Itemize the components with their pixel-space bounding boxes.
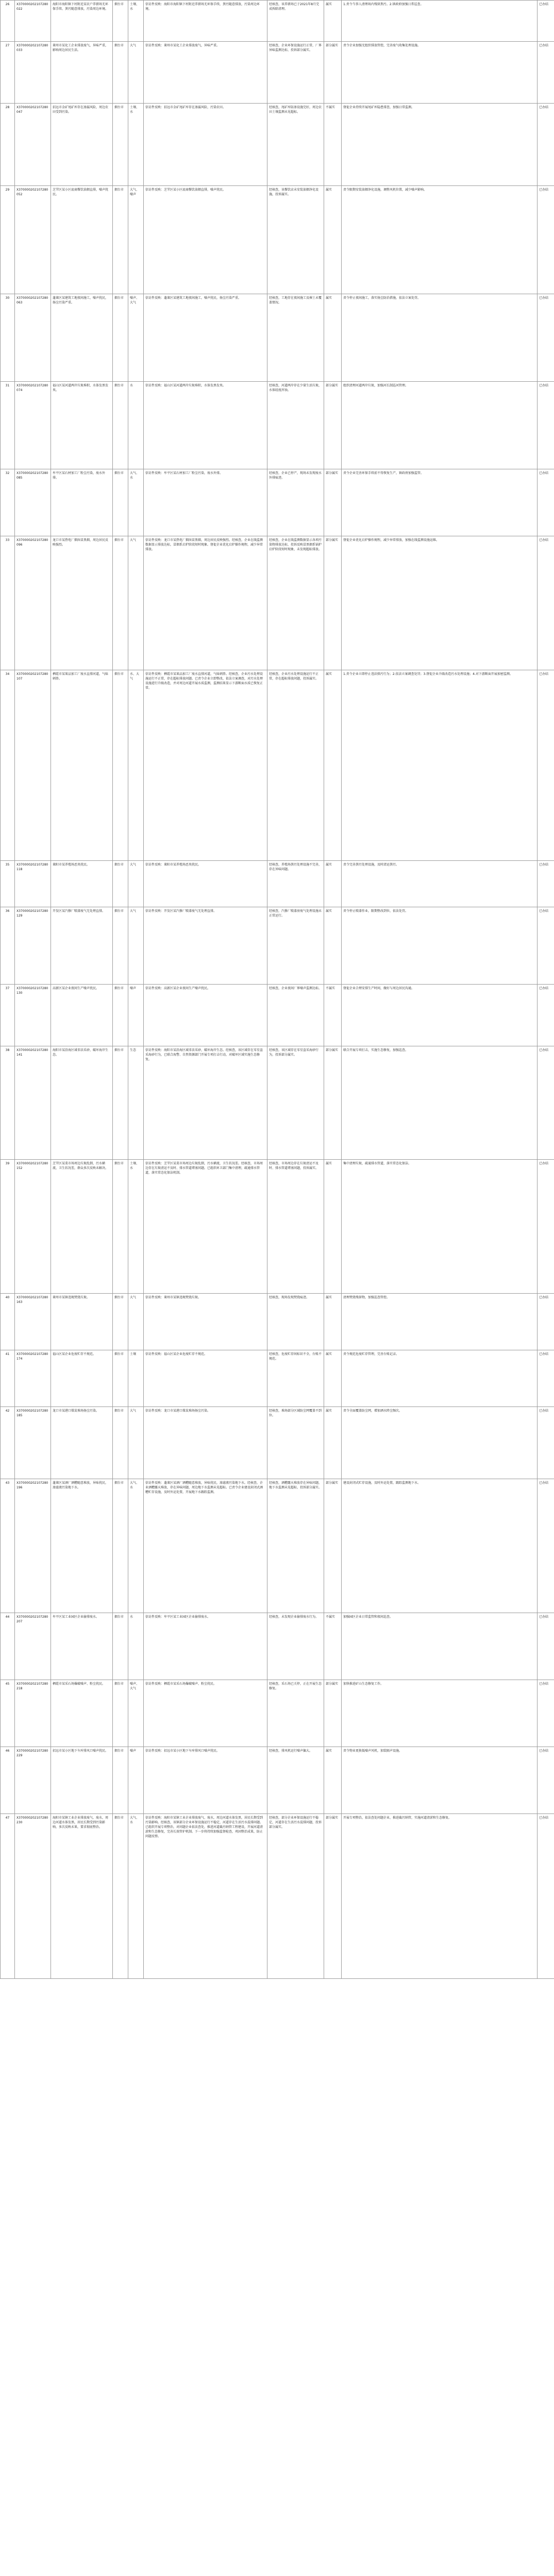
table-row [1, 1294, 554, 1350]
cell-no: 35 [1, 861, 15, 907]
cell-result: 部分属实 [324, 1046, 342, 1160]
cell-matter: 龙口市某港口煤炭堆场扬尘污染。 [51, 1407, 113, 1479]
cell-type: 土壤、水 [128, 104, 144, 186]
cell-type: 大气、水 [128, 469, 144, 536]
cell-status: 已办结 [538, 469, 554, 536]
cell-handling: 组织清理河道两岸垃圾，加强河长制巡河管理。 [342, 382, 538, 469]
cell-region: 烟台市 [113, 186, 128, 294]
cell-finding: 经核查，该区域存在零星盗采海砂行为，投诉部分属实。 [267, 1046, 324, 1160]
cell-finding: 经核查，采石场已关停，正在开展生态修复。 [267, 1680, 324, 1747]
cell-code: X370000202107280141 [15, 1046, 51, 1160]
cell-result: 部分属实 [324, 469, 342, 536]
cell-handling: 责令全面覆盖防尘网，增加洒水降尘频次。 [342, 1407, 538, 1479]
cell-matter: 蓬莱区某建筑工地夜间施工，噪声扰民，扬尘污染严重。 [51, 294, 113, 382]
cell-handling: 责令限期安装油烟净化设施，调整风机位置，减少噪声影响。 [342, 186, 538, 294]
cell-handling: 督促企业合理安排生产时间，做好与周边居民沟通。 [342, 985, 538, 1046]
cell-status: 已办结 [538, 907, 554, 985]
cell-matter: 高新区某企业夜间生产噪声扰民。 [51, 985, 113, 1046]
cell-matter: 海阳市海阳镇下村附近某农户养猪场无环保手续、粪污随意排放，污染周边环境。 [51, 1, 113, 42]
cell-handling: 建设封闭式贮存设施，及时外运处置，跟踪监测地下水。 [342, 1479, 538, 1613]
cell-no: 36 [1, 907, 15, 985]
cell-result: 属实 [324, 294, 342, 382]
table-row [1, 985, 554, 1046]
cell-status: 已办结 [538, 1747, 554, 1814]
cell-matter: 招远市某小区地下车库排风口噪声扰民。 [51, 1747, 113, 1814]
cell-summary: 信访件反映：招远市某小区地下车库排风口噪声扰民。 [144, 1747, 267, 1814]
cell-handling: 清理焚烧残留物，加强巡查管控。 [342, 1294, 538, 1350]
cell-handling: 加快推进矿山生态修复工作。 [342, 1680, 538, 1747]
cell-finding: 经核查，危废贮存间标识不全，台账不规范。 [267, 1350, 324, 1407]
cell-code: X370000202107280063 [15, 294, 51, 382]
cell-no: 41 [1, 1350, 15, 1407]
cell-matter: 开发区某汽修厂喷漆废气无处理直排。 [51, 907, 113, 985]
cell-no: 33 [1, 536, 15, 670]
cell-region: 烟台市 [113, 104, 128, 186]
cell-no: 27 [1, 42, 15, 104]
cell-matter: 栖霞市某采石场爆破噪声、粉尘扰民。 [51, 1680, 113, 1747]
cell-code: X370000202107280047 [15, 104, 51, 186]
cell-matter: 莱州市某镇违规焚烧垃圾。 [51, 1294, 113, 1350]
cell-code: X370000202107280033 [15, 42, 51, 104]
table-row [1, 1160, 554, 1294]
cell-matter: 福山区某河道两岸垃圾堆积，水体发黑发臭。 [51, 382, 113, 469]
cell-handling: 责令停止夜间施工，落实扬尘防治措施，依法立案处罚。 [342, 294, 538, 382]
cell-matter: 海阳市某沿海区域非法采砂，破坏海岸生态。 [51, 1046, 113, 1160]
cell-no: 31 [1, 382, 15, 469]
cell-type: 噪声、大气 [128, 1680, 144, 1747]
cell-matter: 牟平区某石材加工厂粉尘污染，废水外排。 [51, 469, 113, 536]
cell-finding: 经核查，现场发现焚烧痕迹。 [267, 1294, 324, 1350]
cell-handling: 责令规范危废贮存管理，完善台账记录。 [342, 1350, 538, 1407]
table-body [1, 1, 554, 1979]
table-row [1, 469, 554, 536]
cell-region: 烟台市 [113, 1350, 128, 1407]
cell-summary: 信访件反映：龙口市某热电厂烟囱冒黑烟，周边居民反映强烈。经核查，企业在线监测数据显示排放达标，冒烟系启炉阶段短时现象。督促企业优化启炉操作规程，减少异常排放。 [144, 536, 267, 670]
cell-type: 大气 [128, 907, 144, 985]
cell-matter: 海阳市某镇工业企业排放废气、废水，周边河道水体发黑，居民长期受到污染影响，多次反映未果，要求彻底整治。 [51, 1814, 113, 1979]
cell-result: 属实 [324, 1294, 342, 1350]
cell-region: 烟台市 [113, 1747, 128, 1814]
cell-finding: 经核查，尾矿库防渗设施完好，周边农田土壤监测未见超标。 [267, 104, 324, 186]
cell-handling: 开展专项整治，依法查处问题企业，推进截污纳管，实施河道清淤和生态修复。 [342, 1814, 538, 1979]
cell-status: 已办结 [538, 1046, 554, 1160]
cell-result: 属实 [324, 1747, 342, 1814]
cell-result: 属实 [324, 907, 342, 985]
cell-status: 已办结 [538, 985, 554, 1046]
cell-code: X370000202107280174 [15, 1350, 51, 1407]
cell-code: X370000202107280185 [15, 1407, 51, 1479]
cell-type: 大气、噪声 [128, 186, 144, 294]
cell-region: 烟台市 [113, 1294, 128, 1350]
cell-code: X370000202107280130 [15, 985, 51, 1046]
cell-finding: 经核查，企业环保设施运行正常，厂界异味监测达标，投诉部分属实。 [267, 42, 324, 104]
cell-handling: 责令完善粪污处理设施，及时清运粪污。 [342, 861, 538, 907]
table-row [1, 536, 554, 670]
cell-code: X370000202107280129 [15, 907, 51, 985]
cell-region: 烟台市 [113, 670, 128, 861]
cell-code: X370000202107280096 [15, 536, 51, 670]
cell-region: 烟台市 [113, 536, 128, 670]
cell-type: 噪声、大气 [128, 294, 144, 382]
cell-status: 已办结 [538, 1613, 554, 1680]
cell-matter: 福山区某企业危废贮存不规范。 [51, 1350, 113, 1407]
cell-code: X370000202107280230 [15, 1814, 51, 1979]
cell-summary: 信访件反映：海阳市某镇工业企业排放废气、废水，周边河道水体发黑，居民长期受到污染影响。经核查，该镇部分企业环保设施运行不稳定，河道存在生活污水混排问题。已组织开展专项整治，对问题企业依法查处，推进河道截污纳管工程建设，开展河道清淤和生态修复，完善长效管护机制。下一步将持续加强监督检查，巩固整治成果，防止问题反弹。 [144, 1814, 267, 1979]
cell-handling: 责令企业加强无组织排放管控，完善废气收集处理设施。 [342, 42, 538, 104]
table-row [1, 1613, 554, 1680]
cell-code: X370000202107280196 [15, 1479, 51, 1613]
cell-finding: 经核查，部分企业环保设施运行不稳定，河道存在生活污水混排问题，投诉部分属实。 [267, 1814, 324, 1979]
cell-no: 43 [1, 1479, 15, 1613]
cell-finding: 经核查，酒糟露天堆放存在异味问题，地下水监测未见超标，投诉部分属实。 [267, 1479, 324, 1613]
cell-summary: 信访件反映：芝罘区某菜市场周边垃圾乱倒，污水横流，卫生状况差。经核查，市场周边存在垃圾清运不及时、排水管道堵塞问题。已组织环卫部门集中清理，疏通排水管道，落实常态化保洁机制。 [144, 1160, 267, 1294]
cell-type: 噪声 [128, 985, 144, 1046]
table-row [1, 1046, 554, 1160]
cell-no: 29 [1, 186, 15, 294]
cell-region: 烟台市 [113, 1407, 128, 1479]
table-row [1, 382, 554, 469]
cell-status: 已办结 [538, 1407, 554, 1479]
cell-no: 28 [1, 104, 15, 186]
cell-matter: 莱州市某化工企业排放废气，异味严重，影响周边居民生活。 [51, 42, 113, 104]
cell-status: 已办结 [538, 42, 554, 104]
cell-code: X370000202107280022 [15, 1, 51, 42]
table-row [1, 1, 554, 42]
cell-finding: 经核查，企业污水处理设施运行不正常，存在超标排放问题，投诉属实。 [267, 670, 324, 861]
cell-type: 噪声 [128, 1747, 144, 1814]
table-row [1, 1479, 554, 1613]
cell-result: 不属实 [324, 985, 342, 1046]
cell-handling: 督促企业优化启炉操作规程，减少异常排放，加强在线监测设施运维。 [342, 536, 538, 670]
cell-matter: 栖霞市某果品加工厂废水直排河道，气味刺鼻。 [51, 670, 113, 861]
cell-region: 烟台市 [113, 1814, 128, 1979]
cell-handling: 联合开展专项打击，实施生态修复，加强巡查。 [342, 1046, 538, 1160]
cell-status: 已办结 [538, 382, 554, 469]
cell-region: 烟台市 [113, 1046, 128, 1160]
table-row [1, 1407, 554, 1479]
cell-finding: 经核查，河道两岸存在少量生活垃圾，水体轻度浑浊。 [267, 382, 324, 469]
cell-type: 土壤 [128, 1350, 144, 1407]
cell-result: 属实 [324, 1350, 342, 1407]
cell-finding: 经核查，企业夜间厂界噪声监测达标。 [267, 985, 324, 1046]
cell-summary: 信访件反映：龙口市某港口煤炭堆场扬尘污染。 [144, 1407, 267, 1479]
cell-summary: 信访件反映：海阳市海阳镇下村附近养猪场无环保手续，粪污随意排放，污染周边环境。 [144, 1, 267, 42]
cell-no: 42 [1, 1407, 15, 1479]
cell-matter: 芝罘区某菜市场周边垃圾乱倒，污水横流，卫生状况差，群众多次反映未解决。 [51, 1160, 113, 1294]
cell-type: 大气、水 [128, 1479, 144, 1613]
cell-handling: 加强园区企业日常监管和夜间巡查。 [342, 1613, 538, 1680]
table-row [1, 294, 554, 382]
cell-status: 已办结 [538, 1, 554, 42]
cell-code: X370000202107280107 [15, 670, 51, 861]
cell-handling: 集中清理垃圾，疏通排水管道，落实常态化保洁。 [342, 1160, 538, 1294]
table-row [1, 1814, 554, 1979]
cell-result: 部分属实 [324, 1479, 342, 1613]
cell-type: 生态 [128, 1046, 144, 1160]
cell-region: 烟台市 [113, 42, 128, 104]
cell-handling: 1.责令企业立即停止违法排污行为；2.依法立案调查处罚；3.督促企业升级改造污水处理设施；4.对下游断面开展加密监测。 [342, 670, 538, 861]
table-row [1, 861, 554, 907]
cell-region: 烟台市 [113, 1160, 128, 1294]
cell-no: 34 [1, 670, 15, 861]
cell-summary: 信访件反映：芝罘区某小区底商餐饮油烟直排，噪声扰民。 [144, 186, 267, 294]
cell-no: 38 [1, 1046, 15, 1160]
cell-status: 已办结 [538, 1294, 554, 1350]
cell-finding: 经核查，企业在线监测数据显示各项污染物排放达标，投诉反映冒黑烟系锅炉启炉阶段短时现象，未发现超标排放。 [267, 536, 324, 670]
cell-summary: 信访件反映：招远市金矿尾矿库存在渗漏风险，污染农田。 [144, 104, 267, 186]
cell-finding: 经核查，堆场部分区域防尘网覆盖不到位。 [267, 1407, 324, 1479]
cell-result: 属实 [324, 670, 342, 861]
cell-type: 大气 [128, 861, 144, 907]
cell-code: X370000202107280218 [15, 1680, 51, 1747]
cell-summary: 信访件反映：蓬莱区某建筑工地夜间施工，噪声扰民，扬尘污染严重。 [144, 294, 267, 382]
cell-status: 已办结 [538, 861, 554, 907]
cell-no: 32 [1, 469, 15, 536]
cell-matter: 蓬莱区某酒厂酒糟随意堆放，异味扰民，渗滤液污染地下水。 [51, 1479, 113, 1613]
cell-code: X370000202107280118 [15, 861, 51, 907]
cell-summary: 信访件反映：栖霞市某果品加工厂废水直排河道，气味刺鼻。经核查，企业污水处理设施运行不正常，存在超标排放问题。已责令企业立即整改，依法立案调查，对污水处理设施进行升级改造，并对周边河道开展水质监测，监测结果显示下游断面水质已恢复正常。 [144, 670, 267, 861]
cell-no: 45 [1, 1680, 15, 1747]
cell-region: 烟台市 [113, 469, 128, 536]
cell-finding: 经核查，市场周边存在垃圾清运不及时、排水管道堵塞问题，投诉属实。 [267, 1160, 324, 1294]
cell-status: 已办结 [538, 670, 554, 861]
cell-region: 烟台市 [113, 907, 128, 985]
cell-finding: 经核查，该养猪场已于2021年8月完成拆除清理。 [267, 1, 324, 42]
cell-no: 26 [1, 1, 15, 42]
table-row [1, 1680, 554, 1747]
cell-region: 烟台市 [113, 1479, 128, 1613]
table-row [1, 1747, 554, 1814]
cell-result: 不属实 [324, 1613, 342, 1680]
cell-type: 水 [128, 1613, 144, 1680]
cell-no: 39 [1, 1160, 15, 1294]
cell-summary: 信访件反映：莱州市某化工企业排放废气，异味严重。 [144, 42, 267, 104]
cell-type: 大气、水 [128, 1814, 144, 1979]
cell-handling: 责令物业更换低噪声风机，加装隔声设施。 [342, 1747, 538, 1814]
cell-summary: 信访件反映：高新区某企业夜间生产噪声扰民。 [144, 985, 267, 1046]
cell-no: 30 [1, 294, 15, 382]
cell-type: 土壤、水 [128, 1160, 144, 1294]
cell-type: 水 [128, 382, 144, 469]
table-row [1, 907, 554, 985]
cell-status: 已办结 [538, 536, 554, 670]
cell-summary: 信访件反映：牟平区某工业园区企业偷排废水。 [144, 1613, 267, 1680]
cell-finding: 经核查，工地存在夜间施工及裸土未覆盖情况。 [267, 294, 324, 382]
cell-status: 已办结 [538, 1814, 554, 1979]
cell-finding: 经核查，未发现企业偷排废水行为。 [267, 1613, 324, 1680]
cell-summary: 信访件反映：福山区某企业危废贮存不规范。 [144, 1350, 267, 1407]
cell-status: 已办结 [538, 294, 554, 382]
cell-code: X370000202107280207 [15, 1613, 51, 1680]
cell-status: 已办结 [538, 1160, 554, 1294]
cell-code: X370000202107280229 [15, 1747, 51, 1814]
cell-region: 烟台市 [113, 294, 128, 382]
cell-matter: 招远市金矿尾矿库存在渗漏风险，周边农田受到污染。 [51, 104, 113, 186]
cell-finding: 经核查，排风机运行噪声偏大。 [267, 1747, 324, 1814]
cell-handling: 责令停止喷漆作业，限期整改到位，依法处罚。 [342, 907, 538, 985]
cell-region: 烟台市 [113, 985, 128, 1046]
cell-result: 不属实 [324, 104, 342, 186]
cell-summary: 信访件反映：莱阳市某养殖场恶臭扰民。 [144, 861, 267, 907]
cell-result: 部分属实 [324, 1814, 342, 1979]
cell-code: X370000202107280052 [15, 186, 51, 294]
cell-region: 烟台市 [113, 382, 128, 469]
cell-status: 已办结 [538, 104, 554, 186]
cell-summary: 信访件反映：莱州市某镇违规焚烧垃圾。 [144, 1294, 267, 1350]
cell-region: 烟台市 [113, 861, 128, 907]
cell-result: 属实 [324, 1160, 342, 1294]
cell-finding: 经核查，养殖场粪污处理设施不完善，存在异味问题。 [267, 861, 324, 907]
cell-result: 部分属实 [324, 536, 342, 670]
cell-no: 40 [1, 1294, 15, 1350]
cell-status: 已办结 [538, 1680, 554, 1747]
cell-status: 已办结 [538, 186, 554, 294]
cell-summary: 信访件反映：福山区某河道两岸垃圾堆积，水体发黑发臭。 [144, 382, 267, 469]
cell-region: 烟台市 [113, 1680, 128, 1747]
cell-result: 属实 [324, 861, 342, 907]
cell-code: X370000202107280074 [15, 382, 51, 469]
cell-summary: 信访件反映：海阳市某沿海区域非法采砂，破坏海岸生态。经核查，该区域存在零星盗采海砂行为，已联合海警、自然资源部门开展专项打击行动，对破坏区域实施生态修复。 [144, 1046, 267, 1160]
cell-result: 属实 [324, 1407, 342, 1479]
cell-summary: 信访件反映：蓬莱区某酒厂酒糟随意堆放，异味扰民，渗滤液污染地下水。经核查，企业酒糟露天堆放，存在异味问题，周边地下水监测未见超标。已责令企业建设封闭式酒糟贮存设施，及时外运处置，开展地下水跟踪监测。 [144, 1479, 267, 1613]
cell-matter: 牟平区某工业园区企业偷排废水。 [51, 1613, 113, 1680]
cell-handling: 责令企业完善环保手续前不得恢复生产，镇政府加强监管。 [342, 469, 538, 536]
cell-type: 大气 [128, 1294, 144, 1350]
table-row [1, 104, 554, 186]
cell-type: 大气 [128, 536, 144, 670]
cell-matter: 龙口市某热电厂烟囱冒黑烟，周边居民反映强烈。 [51, 536, 113, 670]
cell-result: 部分属实 [324, 42, 342, 104]
cell-type: 大气 [128, 42, 144, 104]
table-row [1, 670, 554, 861]
cell-finding: 经核查，企业已停产，现场未发现废水外排痕迹。 [267, 469, 324, 536]
cell-type: 水、大气 [128, 670, 144, 861]
cell-summary: 信访件反映：栖霞市某采石场爆破噪声、粉尘扰民。 [144, 1680, 267, 1747]
table-row [1, 1350, 554, 1407]
cell-summary: 信访件反映：牟平区某石材加工厂粉尘污染，废水外排。 [144, 469, 267, 536]
cell-no: 47 [1, 1814, 15, 1979]
cell-code: X370000202107280163 [15, 1294, 51, 1350]
cell-handling: 督促企业持续开展尾矿库隐患排查，加强日常监测。 [342, 104, 538, 186]
cell-finding: 经核查，该餐饮店未安装油烟净化设施，投诉属实。 [267, 186, 324, 294]
cell-no: 46 [1, 1747, 15, 1814]
cell-status: 已办结 [538, 1350, 554, 1407]
cell-code: X370000202107280085 [15, 469, 51, 536]
cell-result: 部分属实 [324, 382, 342, 469]
cell-region: 烟台市 [113, 1613, 128, 1680]
table-row [1, 186, 554, 294]
table-row [1, 42, 554, 104]
cell-result: 属实 [324, 1, 342, 42]
cell-matter: 莱阳市某养殖场恶臭扰民。 [51, 861, 113, 907]
cell-type: 大气 [128, 1407, 144, 1479]
cell-type: 土壤、水 [128, 1, 144, 42]
cell-code: X370000202107280152 [15, 1160, 51, 1294]
cell-handling: 1.责令当事人清理场内残留粪污。2.镇政府加强日常巡查。 [342, 1, 538, 42]
cell-result: 属实 [324, 186, 342, 294]
cell-summary: 信访件反映：开发区某汽修厂喷漆废气无处理直排。 [144, 907, 267, 985]
cell-result: 部分属实 [324, 1680, 342, 1747]
cell-region: 烟台市 [113, 1, 128, 42]
cell-no: 44 [1, 1613, 15, 1680]
cell-finding: 经核查，汽修厂喷漆房废气处理设施未正常运行。 [267, 907, 324, 985]
cell-no: 37 [1, 985, 15, 1046]
cell-status: 已办结 [538, 1479, 554, 1613]
cell-matter: 芝罘区某小区底商餐饮油烟直排，噪声扰民。 [51, 186, 113, 294]
